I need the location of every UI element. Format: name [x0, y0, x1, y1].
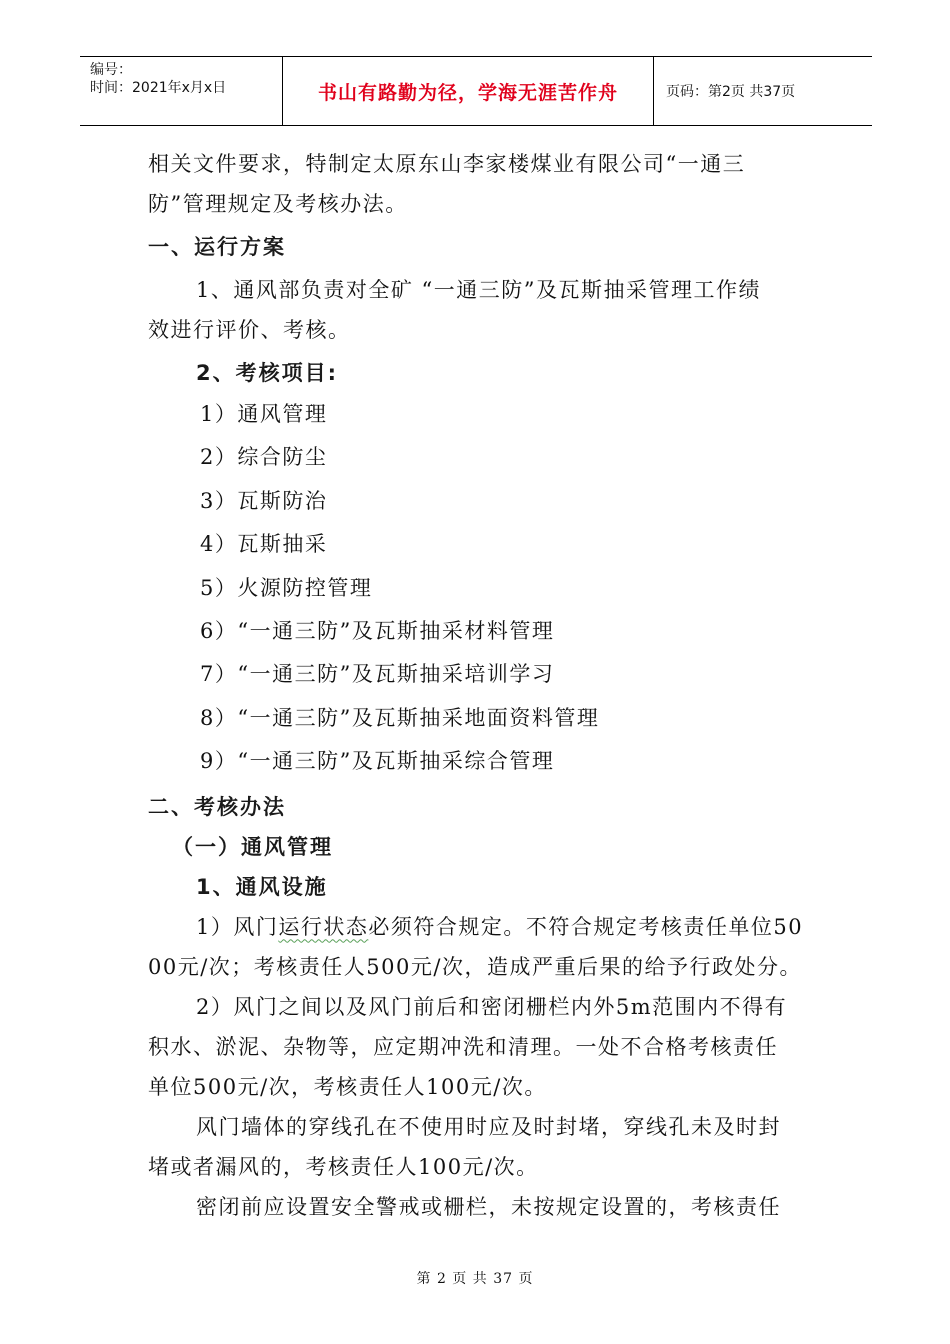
paragraph-line: 单位500元/次，考核责任人100元/次。 [148, 1074, 547, 1099]
paragraph-line: 堵或者漏风的，考核责任人100元/次。 [148, 1154, 539, 1179]
header-page-info: 页码：第2页 共37页 [666, 84, 796, 100]
header-motto: 书山有路勤为径，学海无涯苦作舟 [282, 57, 654, 125]
paragraph-line: 风门墙体的穿线孔在不使用时应及时封堵，穿线孔未及时封 [196, 1114, 781, 1139]
paragraph-line: 1、通风部负责对全矿 “一通三防”及瓦斯抽采管理工作绩 [196, 278, 762, 302]
paragraph-line: 00元/次；考核责任人500元/次，造成严重后果的给予行政处分。 [148, 954, 802, 979]
section-heading: 二、考核办法 [148, 794, 286, 819]
subheading: 2、考核项目: [196, 361, 339, 385]
list-item: 9）“一通三防”及瓦斯抽采综合管理 [200, 749, 555, 774]
header-meta [80, 57, 282, 125]
list-item: 4）瓦斯抽采 [200, 532, 328, 557]
subheading: 1、通风设施 [196, 874, 328, 899]
list-item: 5）火源防控管理 [200, 575, 373, 600]
list-item: 8）“一通三防”及瓦斯抽采地面资料管理 [200, 705, 600, 730]
intro-line: 相关文件要求，特制定太原东山李家楼煤业有限公司“一通三 [148, 152, 746, 176]
subsection-heading: （一）通风管理 [172, 834, 333, 859]
spellcheck-marked-text: 运行状态 [278, 914, 369, 939]
list-item: 2）综合防尘 [200, 445, 328, 470]
header-number-label: 编号： [90, 62, 132, 78]
paragraph-line: 积水、淤泥、杂物等，应定期冲洗和清理。一处不合格考核责任 [148, 1034, 778, 1059]
paragraph-line: 密闭前应设置安全警戒或栅栏，未按规定设置的，考核责任 [196, 1194, 781, 1219]
intro-line: 防”管理规定及考核办法。 [148, 192, 408, 216]
section-heading: 一、运行方案 [148, 235, 286, 259]
list-item: 7）“一通三防”及瓦斯抽采培训学习 [200, 662, 555, 687]
text-span: 1）风门 [196, 914, 279, 939]
paragraph-line [148, 907, 838, 947]
list-item: 6）“一通三防”及瓦斯抽采材料管理 [200, 619, 555, 644]
header-time-label: 时间：2021年x月x日 [90, 80, 227, 96]
list-item: 3）瓦斯防治 [200, 488, 328, 513]
document-header [80, 56, 872, 126]
list-item: 1）通风管理 [200, 402, 328, 426]
document-body [148, 144, 838, 1227]
text-span: 必须符合规定。不符合规定考核责任单位50 [368, 914, 804, 939]
page-footer: 第 2 页 共 37 页 [416, 1271, 534, 1287]
paragraph-line: 2）风门之间以及风门前后和密闭栅栏内外5m范围内不得有 [196, 994, 788, 1019]
assessment-items-list [148, 393, 838, 784]
paragraph-line: 效进行评价、考核。 [148, 318, 351, 342]
